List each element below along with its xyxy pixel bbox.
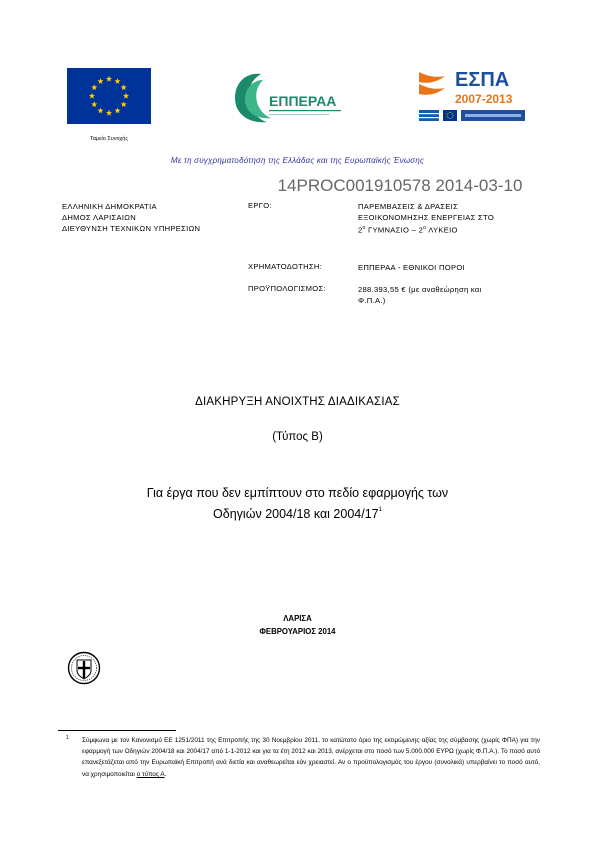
budget-label: ΠΡΟΫΠΟΛΟΓΙΣΜΟΣ: xyxy=(248,284,326,293)
issuer-line-3: ΔΙΕΥΘΥΝΣΗ ΤΕΧΝΙΚΩΝ ΥΠΗΡΕΣΙΩΝ xyxy=(62,224,201,233)
footnote-text: Σύμφωνα με τον Κανονισμό ΕΕ 1251/2011 της Επιτροπής της 30 Νοεμβρίου 2011, το κατώτατο όριο της εκτιμώμενης αξίας της σύμβασης (χωρίς ΦΠΑ) για την εφαρμογή των Οδηγιών 2004/18 και 2004/17 από 1-1-2012 και για τα έτη 2012 και 2013, ανέρχεται στο ποσό των 5.000.000 ΕΥΡΩ (χωρίς Φ.Π.Α.). Το ποσό αυτό επανεξετάζεται από την Ευρωπαϊκή Επιτροπή ανά διετία και αναθεωρείται εάν χρειαστεί. Αν ο προϋπολογισμός του έργου (συνολικά) υπερβαίνει το ποσό αυτό, να χρησιμοποιείται ο τύπος Α. xyxy=(82,737,540,778)
footnote-reference[interactable]: 1 xyxy=(378,507,382,513)
subtitle-line-2: Οδηγιών 2004/18 και $2004/17^1$ xyxy=(213,507,382,521)
project-label: ΕΡΓΟ: xyxy=(248,201,272,210)
cofunding-statement: Με τη συγχρηματοδότηση της Ελλάδας και της Ευρωπαϊκής Ένωσης xyxy=(170,156,425,165)
footnote-mark: 1 xyxy=(66,735,69,741)
funding-value: ΕΠΠΕΡΑΑ - ΕΘΝΙΚΟΙ ΠΟΡΟΙ xyxy=(358,263,465,272)
issuer-block xyxy=(62,201,200,234)
issue-date: ΦΕΒΡΟΥΑΡΙΟΣ 2014 xyxy=(259,627,336,636)
subtitle-line-1: Για έργα που δεν εμπίπτουν στο πεδίο εφαρμογής των xyxy=(146,486,449,500)
funding-label: ΧΡΗΜΑΤΟΔΟΤΗΣΗ: xyxy=(248,262,323,271)
budget-value xyxy=(358,284,482,306)
issuer-line-1: ΕΛΛΗΝΙΚΗ ΔΗΜΟΚΡΑΤΙΑ xyxy=(62,202,157,211)
place: ΛΑΡΙΣΑ xyxy=(283,614,312,623)
budget-value-line-2: Φ.Π.Α.) xyxy=(358,296,386,305)
espa-wordmark: ΕΣΠΑ xyxy=(455,69,510,91)
document-subtitle xyxy=(60,485,535,523)
epperaa-logo xyxy=(231,70,351,126)
eu-logo-caption: Ταμείο Συνοχής xyxy=(89,136,129,142)
greek-emblem-icon xyxy=(66,651,102,685)
footnote-separator xyxy=(58,730,176,731)
footnote xyxy=(66,735,540,780)
epperaa-wordmark: ΕΠΠΕΡΑΑ xyxy=(269,93,337,109)
adam-code: 14PROC001910578 2014-03-10 xyxy=(277,176,523,195)
espa-logo xyxy=(417,66,527,122)
espa-years: 2007-2013 xyxy=(455,92,513,106)
document-type: (Τύπος Β) xyxy=(272,431,323,443)
project-value-line-1: ΠΑΡΕΜΒΑΣΕΙΣ & ΔΡΑΣΕΙΣ xyxy=(358,202,459,211)
budget-value-line-1: 288.393,55 € (με αναθεώρηση και xyxy=(358,285,482,294)
footnote-link[interactable]: ο τύπος Α xyxy=(136,770,165,778)
eu-flag-logo xyxy=(67,68,151,124)
project-value-line-3: $2^o$ ΓΥΜΝΑΣΙΟ – $2^o$ ΛΥΚΕΙΟ xyxy=(358,225,458,235)
issuer-line-2: ΔΗΜΟΣ ΛΑΡΙΣΑΙΩΝ xyxy=(62,213,137,222)
document-title: ΔΙΑΚΗΡΥΞΗ ΑΝΟΙΧΤΗΣ ΔΙΑΔΙΚΑΣΙΑΣ xyxy=(195,396,400,408)
project-value xyxy=(358,201,494,236)
project-value-line-2: ΕΞΟΙΚΟΝΟΜΗΣΗΣ ΕΝΕΡΓΕΙΑΣ ΣΤΟ xyxy=(358,213,495,222)
